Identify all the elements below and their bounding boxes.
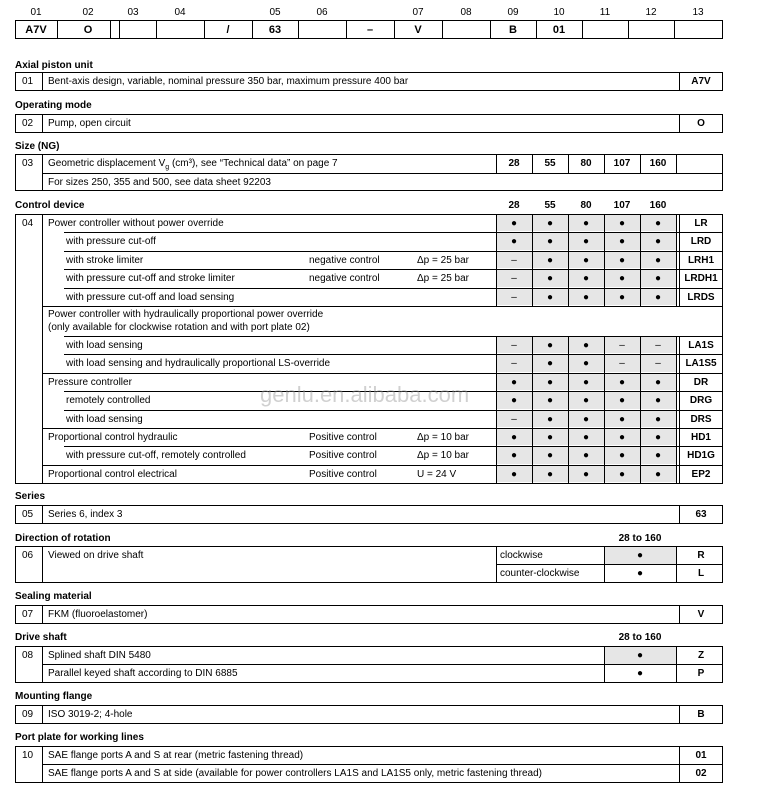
availability-mark: – [511,273,517,285]
availability-mark: ● [546,340,554,351]
code-value: / [226,24,230,36]
section-title-axial: Axial piston unit [15,60,93,71]
control-col-80: 80 [580,200,592,211]
availability-mark: ● [654,432,662,443]
availability-mark: ● [654,254,662,266]
availability-mark: ● [546,218,554,229]
control-option: with load sensing [66,413,143,425]
shaft-mark: ● [636,668,644,679]
shaft-range: 28 to 160 [618,632,662,643]
axial-code: A7V [691,76,711,87]
section-title-size: Size (NG) [15,141,60,152]
availability-mark: ● [618,236,626,248]
control-condition: Positive control [309,432,377,443]
row-number: 02 [22,118,34,129]
availability-mark: ● [546,468,554,480]
position-number: 02 [82,7,94,18]
availability-mark: – [619,340,625,351]
availability-mark: ● [654,450,662,462]
code-cell [156,20,205,39]
availability-mark: – [511,254,517,266]
availability-mark: ● [582,358,590,370]
rotation-clockwise: clockwise [500,550,543,561]
position-number: 11 [599,7,611,18]
availability-mark: ● [582,450,590,462]
shaft-keyed: Parallel keyed shaft according to DIN 6885 [48,668,238,679]
control-code: LA1S [688,340,714,351]
position-number: 03 [127,7,139,18]
section-title-operating: Operating mode [15,100,92,111]
availability-mark: ● [618,254,626,266]
availability-mark: ● [546,413,554,425]
size-107: 107 [613,158,631,169]
control-option: with load sensing [66,340,143,351]
code-value: A7V [25,24,47,36]
shaft-mark: ● [636,650,644,661]
code-value: – [366,24,374,36]
availability-mark: ● [654,218,662,229]
position-number: 13 [692,7,704,18]
position-number: 08 [460,7,472,18]
availability-mark: – [511,291,517,303]
control-code: DR [693,376,709,388]
rotation-description: Viewed on drive shaft [48,550,144,561]
section-title-control: Control device [15,200,85,211]
availability-mark: ● [618,273,626,285]
availability-mark: ● [618,376,626,388]
control-parameter: U = 24 V [417,468,457,480]
column-line [42,214,43,483]
position-number: 06 [316,7,328,18]
availability-mark: ● [546,376,554,388]
control-option: Power controller without power override [48,218,224,229]
availability-mark: ● [618,413,626,425]
series-description: Series 6, index 3 [48,509,123,520]
port-rear: SAE flange ports A and S at rear (metric fastening thread) [48,750,304,761]
section-title-port: Port plate for working lines [15,732,144,743]
availability-mark: ● [654,413,662,425]
availability-mark: – [655,358,661,370]
availability-mark: ● [582,273,590,285]
control-heading: Power controller with hydraulically proportional power override [48,309,324,320]
availability-mark: ● [582,468,590,480]
row-number: 01 [22,76,34,87]
availability-mark: – [511,340,517,351]
port-side: SAE flange ports A and S at side (available for power controllers LA1S and LA1S5 only, metric fastening thread) [48,768,542,779]
availability-mark: ● [618,450,626,462]
control-option: Proportional control electrical [48,468,177,480]
availability-mark: ● [618,468,626,480]
control-frame [15,214,723,484]
position-number: 07 [412,7,424,18]
availability-mark: ● [510,450,518,462]
control-option: Proportional control hydraulic [48,432,178,443]
control-option: with load sensing and hydraulically proportional LS-override [66,358,331,370]
flange-code: B [697,709,705,720]
control-condition: negative control [309,273,380,285]
control-code: DRG [689,395,713,407]
control-code: LRD [690,236,712,248]
section-title-shaft: Drive shaft [15,632,67,643]
availability-mark: ● [582,291,590,303]
availability-mark: ● [618,291,626,303]
availability-mark: – [619,358,625,370]
control-code: EP2 [691,468,711,480]
position-number: 12 [645,7,657,18]
control-option: Pressure controller [48,376,132,388]
control-option: with pressure cut-off [66,236,156,248]
control-col-160: 160 [649,200,667,211]
code-cell [628,20,675,39]
control-option: with pressure cut-off and stroke limiter [66,273,235,285]
row-number: 04 [22,218,34,229]
availability-mark: – [655,340,661,351]
availability-mark: ● [546,450,554,462]
availability-mark: ● [582,395,590,407]
availability-mark: ● [546,291,554,303]
control-code: LR [694,218,708,229]
control-condition: Positive control [309,468,377,480]
availability-mark: ● [546,273,554,285]
control-parameter: Δp = 10 bar [417,450,469,462]
availability-mark: ● [510,218,518,229]
control-col-28: 28 [508,200,520,211]
section-title-flange: Mounting flange [15,691,93,702]
row-number: 06 [22,550,34,561]
size-55: 55 [544,158,556,169]
code-cell [298,20,347,39]
code-value: 01 [552,24,566,36]
availability-mark: ● [510,395,518,407]
availability-mark: ● [546,358,554,370]
row-number: 07 [22,609,34,620]
availability-mark: ● [582,218,590,229]
control-condition: Positive control [309,450,377,462]
availability-mark: ● [654,468,662,480]
control-code: LRDS [687,291,715,303]
control-col-107: 107 [613,200,631,211]
control-code: LRH1 [687,254,715,266]
availability-mark: – [511,358,517,370]
size-160: 160 [649,158,667,169]
control-condition: negative control [309,254,380,266]
size-80: 80 [580,158,592,169]
port-code-02: 02 [695,768,707,779]
row-number: 05 [22,509,34,520]
position-number: 01 [30,7,42,18]
size-note: For sizes 250, 355 and 500, see data sheet 92203 [48,177,271,188]
row-number: 10 [22,750,34,761]
availability-mark: ● [546,254,554,266]
availability-mark: ● [582,340,590,351]
position-number: 09 [507,7,519,18]
rotation-code-r: R [697,550,705,561]
availability-mark: ● [618,395,626,407]
availability-mark: ● [546,236,554,248]
control-option: with pressure cut-off, remotely controlled [66,450,246,462]
control-code: LA1S5 [685,358,717,370]
control-heading-note: (only available for clockwise rotation and with port plate 02) [48,322,310,333]
control-option: remotely controlled [66,395,151,407]
position-number: 10 [553,7,565,18]
control-option: with pressure cut-off and load sensing [66,291,235,303]
size-28: 28 [508,158,520,169]
availability-mark: ● [510,432,518,443]
availability-mark: ● [582,254,590,266]
control-code: DRS [690,413,712,425]
availability-mark: ● [582,432,590,443]
code-value: 63 [268,24,282,36]
control-parameter: Δp = 25 bar [417,254,469,266]
availability-mark: ● [582,413,590,425]
availability-mark: ● [582,376,590,388]
availability-mark: ● [654,395,662,407]
availability-mark: ● [510,376,518,388]
availability-mark: ● [582,236,590,248]
sealing-code: V [697,609,705,620]
section-title-sealing: Sealing material [15,591,92,602]
watermark: genlu.en.alibaba.com [260,382,470,407]
section-title-series: Series [15,491,46,502]
shaft-code-p: P [697,668,705,679]
axial-description: Bent-axis design, variable, nominal pressure 350 bar, maximum pressure 400 bar [48,76,409,87]
row-number: 08 [22,650,34,661]
availability-mark: – [511,413,517,425]
code-cell [582,20,629,39]
code-value: O [83,24,93,36]
code-value: V [414,24,422,36]
sealing-description: FKM (fluoroelastomer) [48,609,148,620]
availability-mark: ● [654,376,662,388]
port-code-01: 01 [695,750,707,761]
control-code: HD1G [687,450,715,462]
code-value: B [509,24,517,36]
control-option: with stroke limiter [66,254,144,266]
operating-description: Pump, open circuit [48,118,131,129]
row-number: 03 [22,158,34,169]
availability-mark: ● [654,291,662,303]
availability-mark: ● [510,468,518,480]
shaft-splined: Splined shaft DIN 5480 [48,650,151,661]
section-title-rotation: Direction of rotation [15,533,111,544]
control-code: HD1 [690,432,711,443]
size-description: Geometric displacement $V_g$ (cm³), see “Technical data” on page 7 [48,158,338,171]
control-code: LRDH1 [684,273,718,285]
availability-mark: ● [618,218,626,229]
code-cell [442,20,491,39]
position-number: 04 [174,7,186,18]
rotation-counter-clockwise: counter-clockwise [500,568,580,579]
availability-mark: ● [654,273,662,285]
control-col-55: 55 [544,200,556,211]
position-number: 05 [269,7,281,18]
availability-mark: ● [546,432,554,443]
availability-mark: ● [654,236,662,248]
control-parameter: Δp = 25 bar [417,273,469,285]
operating-code: O [697,118,705,129]
rotation-mark: ● [636,568,644,579]
row-number: 09 [22,709,34,720]
shaft-code-z: Z [697,650,705,661]
availability-mark: ● [546,395,554,407]
availability-mark: ● [618,432,626,443]
rotation-range: 28 to 160 [618,533,662,544]
code-cell [110,20,157,39]
code-cell [674,20,723,39]
flange-description: ISO 3019-2; 4-hole [48,709,133,720]
availability-mark: ● [510,236,518,248]
rotation-code-l: L [697,568,705,579]
series-code: 63 [695,509,707,520]
rotation-mark: ● [636,550,644,561]
control-parameter: Δp = 10 bar [417,432,469,443]
